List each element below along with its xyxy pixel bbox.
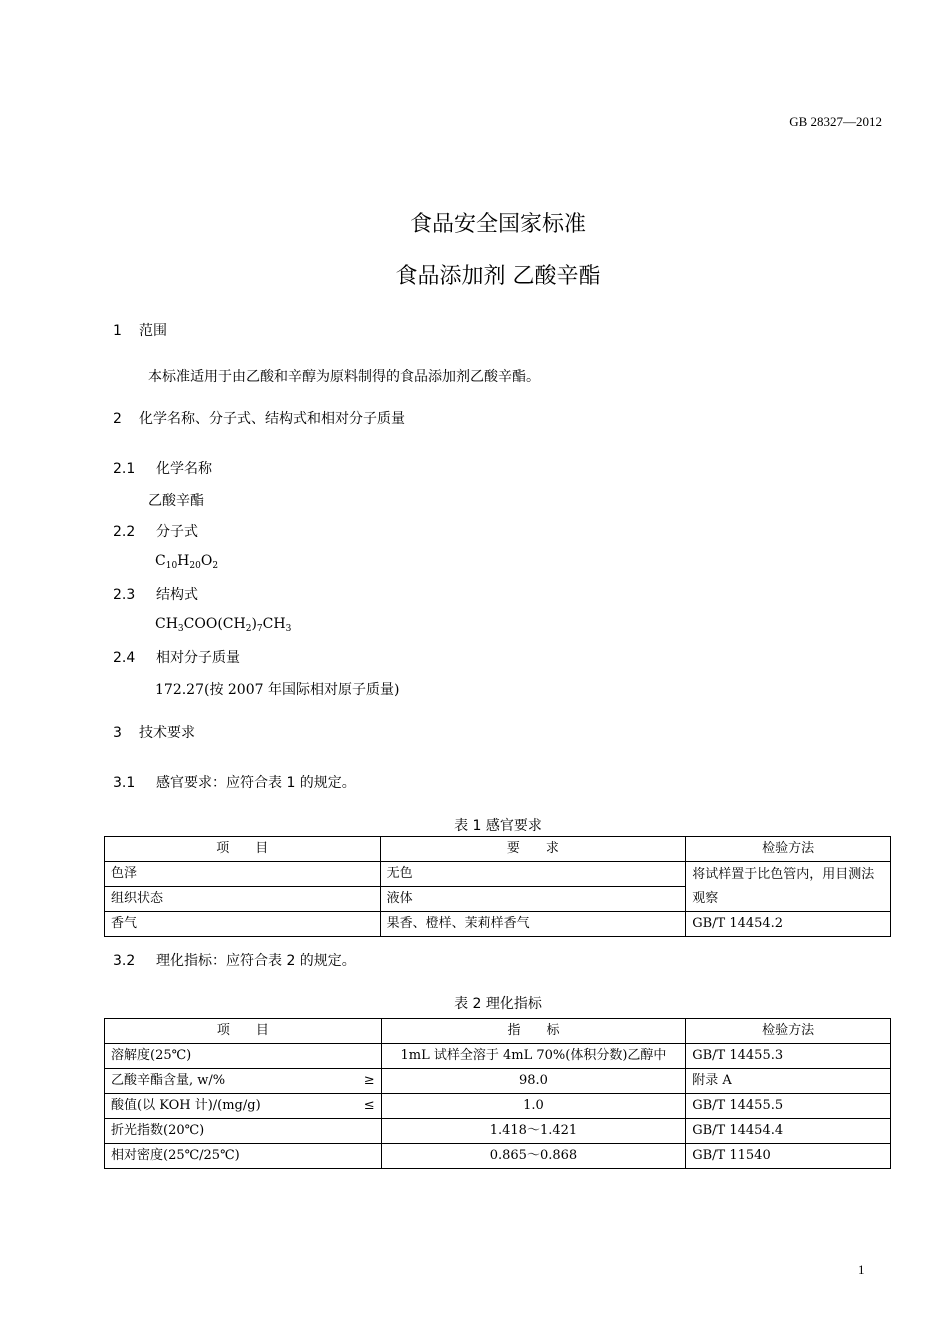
section-2-3-heading: [113, 584, 198, 604]
header-cell: 项 目: [105, 837, 381, 862]
section-number: 2.4: [113, 650, 136, 666]
section-3-heading: [113, 722, 195, 742]
table-row: [105, 1144, 891, 1169]
requirement-cell: 无色: [380, 862, 686, 887]
section-title: 分子式: [156, 524, 198, 540]
table-1: [104, 836, 891, 937]
table-row: [105, 1044, 891, 1069]
section-2-2-heading: [113, 521, 198, 541]
method-cell: GB/T 14455.5: [686, 1094, 891, 1119]
section-title: 理化指标：应符合表 2 的规定。: [156, 953, 356, 969]
method-cell: 将试样置于比色管内，用目测法观察: [686, 862, 891, 912]
section-title: 技术要求: [139, 725, 195, 741]
method-cell: GB/T 14455.3: [686, 1044, 891, 1069]
item-label: 乙酸辛酯含量, w/%: [111, 1073, 226, 1088]
chemical-name: 乙酸辛酯: [148, 493, 204, 509]
header-cell: 项 目: [105, 1019, 382, 1044]
item-label: 相对密度(25℃/25℃): [111, 1148, 240, 1163]
table-2: [104, 1018, 891, 1169]
requirement-cell: 果香、橙样、茉莉样香气: [380, 912, 686, 937]
table-row: [105, 912, 891, 937]
method-cell: GB/T 11540: [686, 1144, 891, 1169]
formula-part: O: [200, 553, 213, 569]
section-1-text: 本标准适用于由乙酸和辛醇为原料制得的食品添加剂乙酸辛酯。: [148, 369, 540, 385]
header-cell: 指 标: [381, 1019, 686, 1044]
section-title: 结构式: [156, 587, 198, 603]
item-label: 溶解度(25℃): [111, 1048, 192, 1063]
section-3-1-heading: [113, 772, 356, 792]
main-title: 食品安全国家标准: [409, 212, 586, 237]
section-1-heading: [113, 320, 167, 340]
item-cell: 香气: [105, 912, 381, 937]
table-header-row: [105, 837, 891, 862]
value-cell: 1.0: [381, 1094, 686, 1119]
section-2-4-heading: [113, 647, 240, 667]
item-label: 折光指数(20℃): [111, 1123, 205, 1138]
table-row: [105, 1119, 891, 1144]
item-cell: 色泽: [105, 862, 381, 887]
molecular-formula: [155, 553, 218, 571]
item-cell: [105, 1144, 382, 1169]
formula-subscript: 10: [165, 561, 178, 571]
page-number: 1: [858, 1262, 865, 1277]
section-title: 感官要求：应符合表 1 的规定。: [156, 775, 356, 791]
item-cell: [105, 1094, 382, 1119]
formula-subscript: 2: [212, 561, 219, 571]
structure-subscript: 3: [285, 624, 292, 634]
section-number: 2.2: [113, 524, 136, 540]
table-1-caption: 表 1 感官要求: [454, 818, 542, 834]
structure-subscript: 3: [177, 624, 184, 634]
item-cell: [105, 1069, 382, 1094]
formula-part: C: [155, 553, 166, 569]
section-title: 化学名称、分子式、结构式和相对分子质量: [139, 411, 405, 427]
method-cell: GB/T 14454.4: [686, 1119, 891, 1144]
molecular-weight: 172.27(按 2007 年国际相对原子质量): [155, 682, 400, 698]
value-cell: 98.0: [381, 1069, 686, 1094]
section-title: 相对分子质量: [156, 650, 240, 666]
section-number: 3: [113, 725, 122, 741]
value-cell: 1mL 试样全溶于 4mL 70%(体积分数)乙醇中: [381, 1044, 686, 1069]
value-cell: 0.865～0.868: [381, 1144, 686, 1169]
section-number: 2.1: [113, 461, 136, 477]
structure-part: COO(CH: [183, 616, 246, 632]
structure-part: ): [251, 616, 257, 632]
table-row: [105, 862, 891, 887]
structure-subscript: 7: [256, 624, 263, 634]
structural-formula: [155, 616, 291, 634]
section-2-1-heading: [113, 458, 212, 478]
requirement-cell: 液体: [380, 887, 686, 912]
method-cell: GB/T 14454.2: [686, 912, 891, 937]
formula-part: H: [177, 553, 190, 569]
section-number: 1: [113, 323, 122, 339]
header-cell: 检验方法: [686, 837, 891, 862]
section-number: 2: [113, 411, 122, 427]
section-3-2-heading: [113, 950, 356, 970]
table-row: [105, 1069, 891, 1094]
item-label: 酸值(以 KOH 计)/(mg/g): [111, 1098, 261, 1113]
structure-subscript: 2: [245, 624, 252, 634]
section-title: 化学名称: [156, 461, 212, 477]
table-row: [105, 1094, 891, 1119]
item-cell: [105, 1119, 382, 1144]
section-number: 2.3: [113, 587, 136, 603]
section-title: 范围: [139, 323, 167, 339]
table-2-caption: 表 2 理化指标: [454, 996, 542, 1012]
standard-number: GB 28327—2012: [789, 114, 882, 129]
table-header-row: [105, 1019, 891, 1044]
formula-subscript: 20: [189, 561, 201, 571]
header-cell: 要 求: [380, 837, 686, 862]
item-cell: [105, 1044, 382, 1069]
method-cell: 附录 A: [686, 1069, 891, 1094]
structure-part: CH: [262, 616, 286, 632]
item-cell: 组织状态: [105, 887, 381, 912]
value-cell: 1.418～1.421: [381, 1119, 686, 1144]
section-number: 3.2: [113, 953, 136, 969]
section-number: 3.1: [113, 775, 136, 791]
structure-part: CH: [155, 616, 178, 632]
comparison-symbol: ≥: [363, 1073, 375, 1088]
sub-title: 食品添加剂 乙酸辛酯: [395, 264, 601, 289]
header-cell: 检验方法: [686, 1019, 891, 1044]
comparison-symbol: ≤: [363, 1098, 375, 1113]
section-2-heading: [113, 408, 405, 428]
